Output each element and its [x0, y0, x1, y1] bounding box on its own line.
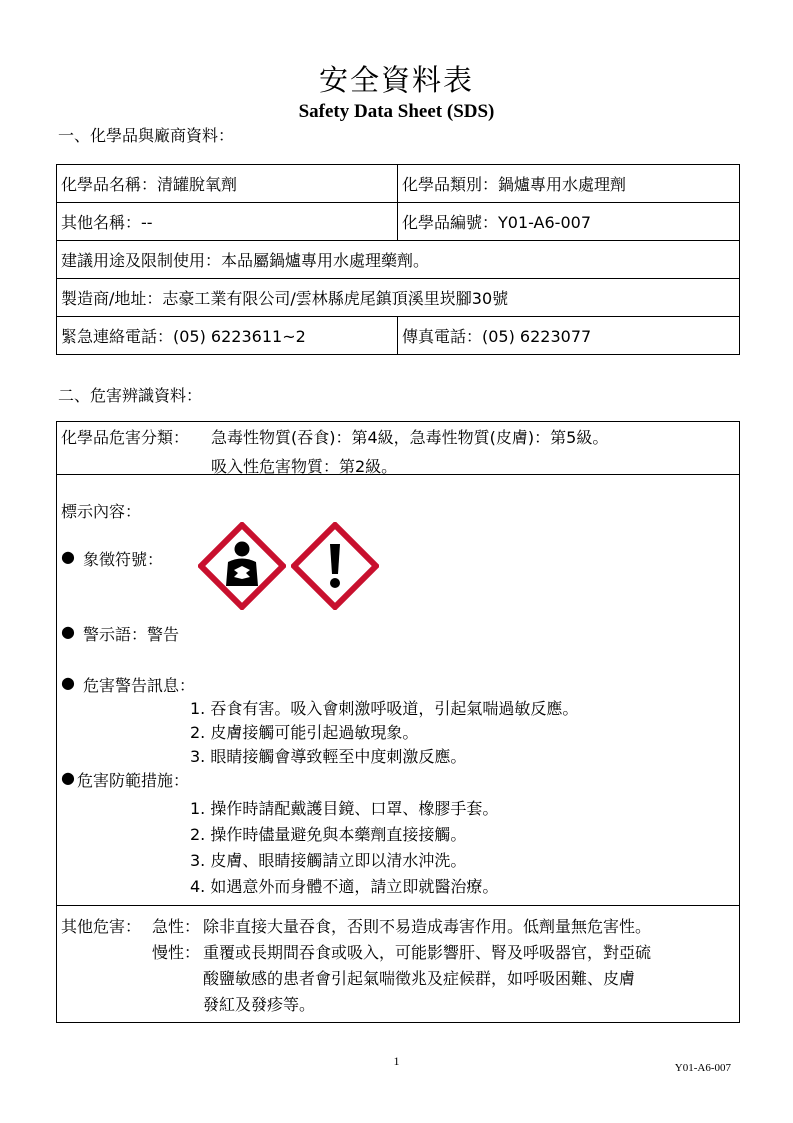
precaution-1: 1. 操作時請配戴護目鏡、口罩、橡膠手套。 — [190, 799, 499, 818]
label-content-heading: 標示內容： — [61, 502, 142, 521]
fax-cell: 傳真電話：(05) 6223077 — [398, 317, 740, 355]
bullet-icon: ● — [61, 768, 75, 787]
hazard-statement-3: 3. 眼睛接觸會導致輕至中度刺激反應。 — [190, 747, 467, 766]
company-info-table — [56, 164, 740, 355]
precautions-label: 危害防範措施： — [77, 771, 190, 790]
chronic-line-1: 重覆或長期間吞食或吸入，可能影響肝、腎及呼吸器官，對亞硫 — [203, 943, 652, 962]
divider — [57, 905, 739, 906]
page-number: 1 — [393, 1054, 400, 1068]
table-row — [57, 165, 740, 203]
table-row — [57, 241, 740, 279]
classification-label: 化學品危害分類： — [61, 428, 190, 447]
divider — [57, 474, 739, 475]
product-code-cell: 化學品編號：Y01-A6-007 — [398, 203, 740, 241]
chronic-label: 慢性： — [152, 943, 201, 962]
bullet-icon: ● — [61, 622, 75, 641]
symbol-label: 象徵符號： — [83, 550, 164, 569]
health-hazard-icon — [198, 522, 286, 610]
usage-cell: 建議用途及限制使用：本品屬鍋爐專用水處理藥劑。 — [57, 241, 740, 279]
acute-label: 急性： — [152, 917, 201, 936]
hazard-statements-label: 危害警告訊息： — [83, 676, 196, 695]
signal-word: 警示語：警告 — [83, 625, 180, 644]
table-row — [57, 203, 740, 241]
precaution-4: 4. 如遇意外而身體不適，請立即就醫治療。 — [190, 877, 499, 896]
exclamation-mark-icon — [291, 522, 379, 610]
page-title-zh: 安全資料表 — [318, 63, 474, 97]
document-code: Y01-A6-007 — [674, 1062, 731, 1074]
bullet-icon: ● — [61, 547, 75, 566]
manufacturer-cell: 製造商/地址：志豪工業有限公司/雲林縣虎尾鎮頂溪里崁腳30號 — [57, 279, 740, 317]
classification-line-1: 急毒性物質(吞食)：第4級，急毒性物質(皮膚)：第5級。 — [211, 428, 609, 447]
emergency-phone-cell: 緊急連絡電話：(05) 6223611~2 — [57, 317, 398, 355]
table-row — [57, 279, 740, 317]
page-title-en: Safety Data Sheet (SDS) — [298, 101, 495, 122]
precaution-2: 2. 操作時儘量避免與本藥劑直接接觸。 — [190, 825, 467, 844]
product-name-cell: 化學品名稱：清罐脫氧劑 — [57, 165, 398, 203]
precaution-3: 3. 皮膚、眼睛接觸請立即以清水沖洗。 — [190, 851, 467, 870]
section1-title: 一、化學品與廠商資料： — [58, 126, 235, 145]
hazard-info-box — [56, 421, 740, 1023]
acute-text: 除非直接大量吞食，否則不易造成毒害作用。低劑量無危害性。 — [203, 917, 652, 936]
other-name-cell: 其他名稱：-- — [57, 203, 398, 241]
table-row — [57, 317, 740, 355]
chronic-line-2: 酸鹽敏感的患者會引起氣喘徵兆及症候群，如呼吸困難、皮膚 — [203, 969, 636, 988]
bullet-icon: ● — [61, 673, 75, 692]
section2-title: 二、危害辨識資料： — [58, 386, 203, 405]
product-category-cell: 化學品類別：鍋爐專用水處理劑 — [398, 165, 740, 203]
other-hazards-label: 其他危害： — [61, 917, 142, 936]
classification-line-2: 吸入性危害物質：第2級。 — [211, 457, 398, 476]
hazard-statement-2: 2. 皮膚接觸可能引起過敏現象。 — [190, 723, 419, 742]
chronic-line-3: 發紅及發疹等。 — [203, 995, 316, 1014]
hazard-statement-1: 1. 吞食有害。吸入會刺激呼吸道，引起氣喘過敏反應。 — [190, 699, 579, 718]
